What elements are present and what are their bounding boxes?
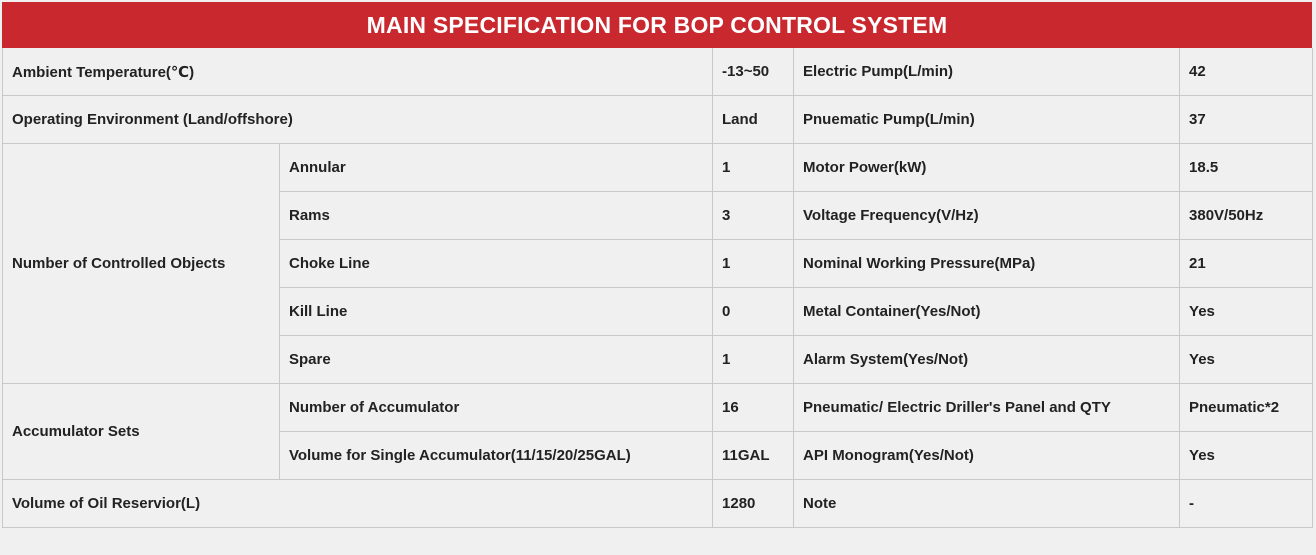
table-row [3,96,1313,144]
sub-label: Choke Line [280,240,713,288]
group-label-controlled-objects: Number of Controlled Objects [3,144,280,384]
param-value: Pneumatic*2 [1180,384,1313,432]
param-label: Alarm System(Yes/Not) [794,336,1180,384]
param-value: 37 [1180,96,1313,144]
spec-table-container [2,2,1312,528]
row-value: 11GAL [713,432,794,480]
sub-label: Volume for Single Accumulator(11/15/20/25GAL) [280,432,713,480]
param-label: API Monogram(Yes/Not) [794,432,1180,480]
param-value: 21 [1180,240,1313,288]
row-label: Ambient Temperature(℃) [3,48,713,96]
table-row [3,384,1313,432]
table-row [3,480,1313,528]
row-value: Land [713,96,794,144]
param-label: Note [794,480,1180,528]
sub-label: Spare [280,336,713,384]
table-row [3,48,1313,96]
spec-table [2,48,1313,528]
param-value: 18.5 [1180,144,1313,192]
table-row [3,144,1313,192]
param-label: Pneumatic/ Electric Driller's Panel and QTY [794,384,1180,432]
row-value: 1 [713,336,794,384]
param-label: Voltage Frequency(V/Hz) [794,192,1180,240]
param-value: 42 [1180,48,1313,96]
param-label: Motor Power(kW) [794,144,1180,192]
param-value: 380V/50Hz [1180,192,1313,240]
table-title: MAIN SPECIFICATION FOR BOP CONTROL SYSTEM [2,2,1312,48]
param-label: Pnuematic Pump(L/min) [794,96,1180,144]
row-label: Operating Environment (Land/offshore) [3,96,713,144]
sub-label: Annular [280,144,713,192]
param-label: Electric Pump(L/min) [794,48,1180,96]
param-value: Yes [1180,432,1313,480]
row-value: 0 [713,288,794,336]
sub-label: Rams [280,192,713,240]
param-value: - [1180,480,1313,528]
param-value: Yes [1180,336,1313,384]
row-value: 3 [713,192,794,240]
row-value: 1 [713,144,794,192]
row-label: Volume of Oil Reservior(L) [3,480,713,528]
row-value: 1280 [713,480,794,528]
param-value: Yes [1180,288,1313,336]
row-value: 1 [713,240,794,288]
sub-label: Number of Accumulator [280,384,713,432]
group-label-accumulator-sets: Accumulator Sets [3,384,280,480]
param-label: Metal Container(Yes/Not) [794,288,1180,336]
param-label: Nominal Working Pressure(MPa) [794,240,1180,288]
row-value: -13~50 [713,48,794,96]
sub-label: Kill Line [280,288,713,336]
row-value: 16 [713,384,794,432]
